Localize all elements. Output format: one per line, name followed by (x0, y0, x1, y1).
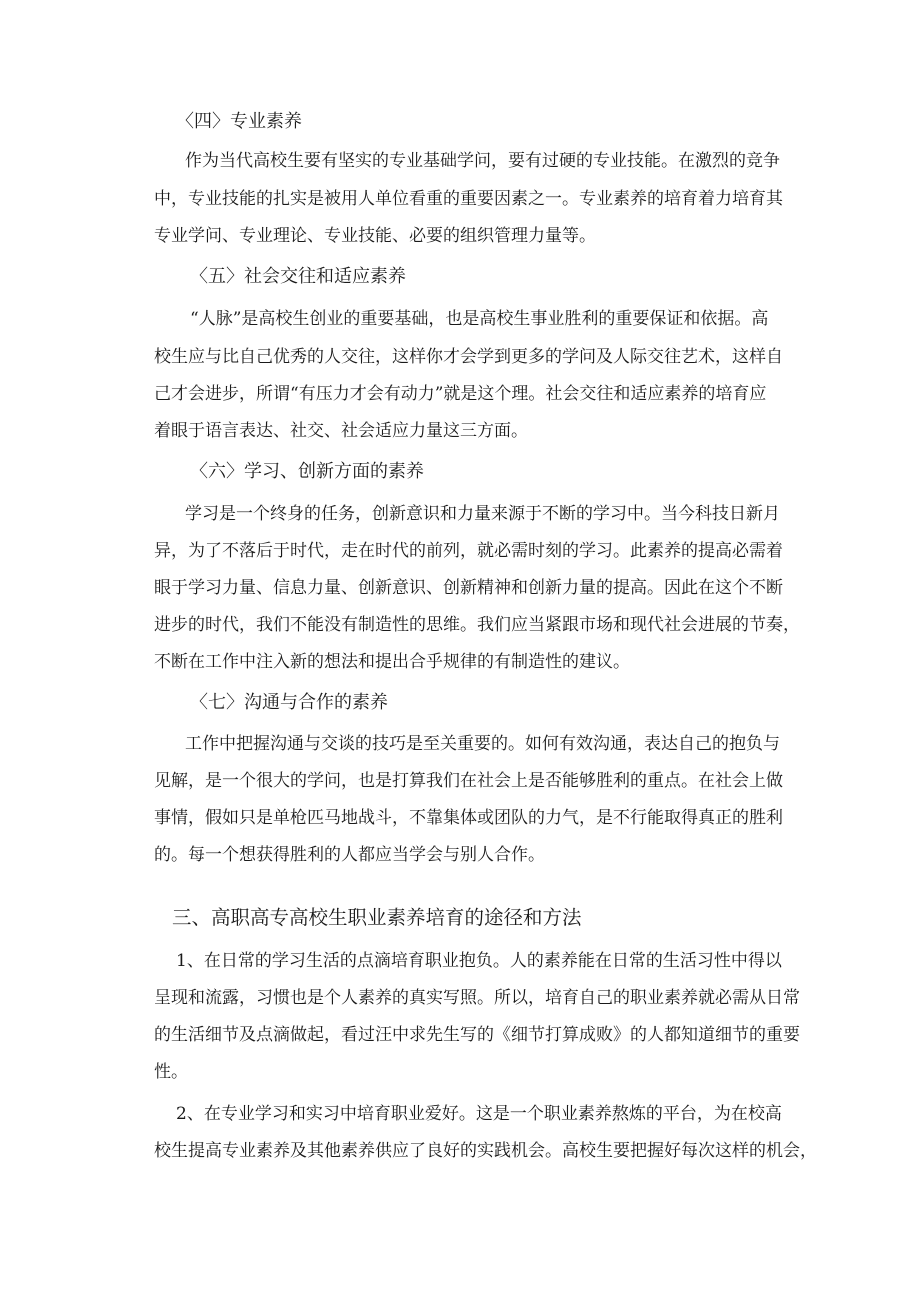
paragraph-line: 见解，是一个很大的学问，也是打算我们在社会上是否能够胜利的重点。在社会上做 (154, 771, 783, 791)
section-heading-6: 〈六〉学习、创新方面的素养 (190, 461, 424, 482)
paragraph-line: 眼于学习力量、信息力量、创新意识、创新精神和创新力量的提高。因此在这个不断 (154, 578, 783, 598)
paragraph-line: 校生应与比自己优秀的人交往，这样你才会学到更多的学问及人际交往艺术，这样自 (154, 347, 783, 367)
paragraph-line: “人脉”是高校生创业的重要基础，也是高校生事业胜利的重要保证和依据。高 (190, 309, 769, 329)
paragraph-line: 的生活细节及点滴做起，看过汪中求先生写的《细节打算成败》的人都知道细节的重要 (154, 1025, 800, 1045)
paragraph-line: 着眼于语言表达、社交、社会适应力量这三方面。 (154, 421, 528, 441)
paragraph-line: 学习是一个终身的任务，创新意识和力量来源于不断的学习中。当今科技日新月 (185, 504, 780, 524)
paragraph-line: 不断在工作中注入新的想法和提出合乎规律的有制造性的建议。 (154, 652, 630, 672)
paragraph-line: 2、在专业学习和实习中培育职业爱好。这是一个职业素养熬炼的平台，为在校高 (176, 1104, 782, 1124)
paragraph-line: 性。 (154, 1062, 188, 1082)
paragraph-line: 校生提高专业素养及其他素养供应了良好的实践机会。高校生要把握好每次这样的机会， (154, 1141, 817, 1161)
paragraph-line: 工作中把握沟通与交谈的技巧是至关重要的。如何有效沟通，表达自己的抱负与 (185, 734, 780, 754)
section-heading-5: 〈五〉社会交往和适应素养 (190, 266, 406, 287)
section-heading-7: 〈七〉沟通与合作的素养 (190, 692, 388, 713)
section-heading-4: 〈四〉专业素养 (176, 111, 302, 132)
paragraph-line: 事情，假如只是单枪匹马地战斗，不靠集体或团队的力气，是不行能取得真正的胜利 (154, 808, 783, 828)
paragraph-line: 己才会进步，所谓“有压力才会有动力”就是这个理。社会交往和适应素养的培育应 (154, 384, 767, 404)
paragraph-line: 的。每一个想获得胜利的人都应当学会与别人合作。 (154, 845, 545, 865)
paragraph-line: 异，为了不落后于时代，走在时代的前列，就必需时刻的学习。此素养的提高必需着 (154, 541, 783, 561)
paragraph-line: 中，专业技能的扎实是被用人单位看重的重要因素之一。专业素养的培育着力培育其 (154, 189, 783, 209)
paragraph-line: 进步的时代，我们不能没有制造性的思维。我们应当紧跟市场和现代社会进展的节奏， (154, 615, 800, 635)
paragraph-line: 专业学问、专业理论、专业技能、必要的组织管理力量等。 (154, 226, 596, 246)
part-three-heading: 三、高职高专高校生职业素养培育的途径和方法 (172, 906, 582, 929)
paragraph-line: 呈现和流露，习惯也是个人素养的真实写照。所以，培育自己的职业素养就必需从日常 (154, 988, 800, 1008)
paragraph-line: 作为当代高校生要有坚实的专业基础学问，要有过硬的专业技能。在激烈的竞争 (185, 151, 780, 171)
paragraph-line: 1、在日常的学习生活的点滴培育职业抱负。人的素养能在日常的生活习性中得以 (176, 951, 782, 971)
